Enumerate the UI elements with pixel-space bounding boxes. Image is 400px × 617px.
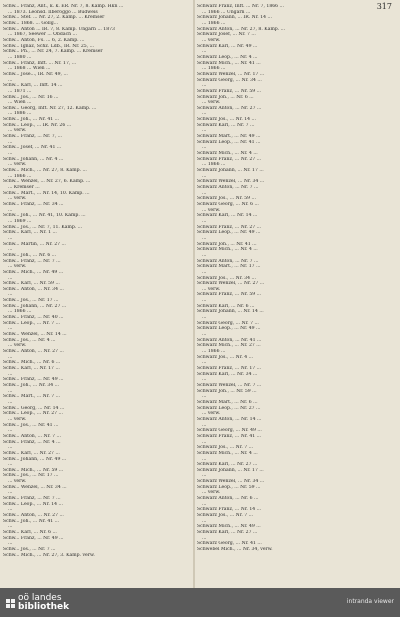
register-entry: Schw... Leop., ... Nr. 7 ... bbox=[3, 320, 60, 326]
register-entry: Schwarz Wenzel, ... Nr. 27 ... bbox=[197, 281, 265, 287]
register-entry: Schw... Karl, ... Nr. 59 ... bbox=[3, 281, 60, 287]
register-entry: Schwarz Franz, ... Nr. 27 ... bbox=[197, 156, 262, 162]
register-entry: Schwarz Mich., ... Nr. 27 ... bbox=[197, 343, 261, 349]
register-entry: Schwarz Karl, ... Nr. 34 ... bbox=[197, 371, 258, 377]
register-entry: ... bbox=[8, 275, 13, 281]
register-entry: Schw... Martin, ... Nr. 27 ... bbox=[3, 241, 66, 247]
register-entry: ... bbox=[202, 377, 207, 383]
register-entry: Schwarz Georg, ... Nr. 7 ... bbox=[197, 320, 259, 326]
register-entry: Schw... Franz, ... Nr. 34 ... bbox=[3, 201, 64, 207]
page-number: 317 bbox=[376, 2, 392, 11]
register-entry: Schwarz Anton, ... Nr. 14 ... bbox=[197, 416, 262, 422]
register-entry: ... bbox=[202, 145, 207, 151]
register-entry: Schwarz Karl, ... Nr. 14 ... bbox=[197, 213, 258, 219]
register-entry: Schwarz Leop., ... Nr. 49 ... bbox=[197, 230, 261, 236]
register-entry: ... 1866 ... bbox=[202, 349, 226, 355]
register-entry: ... 1871 ... bbox=[8, 88, 32, 94]
register-entry: Schwarz Franz, ... Nr. 17 ... bbox=[197, 366, 262, 371]
register-entry: Schwarz Josef, ... Nr. 7 ... bbox=[197, 32, 256, 38]
register-entry: ... bbox=[202, 190, 207, 196]
register-entry: Schw... Anton, ... Nr. 27 ... bbox=[3, 513, 64, 519]
register-entry: Schw... Johann, ... Nr. 49 ... bbox=[3, 456, 67, 462]
register-entry: Schwarz Mich., ... Nr. 41 ... bbox=[197, 60, 261, 66]
register-entry: Schwarz Wenzel, ... Nr. 7 ... bbox=[197, 382, 262, 388]
register-entry: ... verw. bbox=[8, 343, 27, 349]
register-entry: Schw... Karl, ... Nr. 1 ... bbox=[3, 230, 57, 236]
register-entry: ... bbox=[202, 218, 207, 224]
register-entry: Schw... Karl, ... Nr. 17 ... bbox=[3, 366, 60, 371]
register-entry: Schw... Wenzel, ... Nr. 27, 6. Kamp. ... bbox=[3, 179, 91, 185]
register-entry: Schw... Franz, ... Nr. 7 ... bbox=[3, 258, 61, 264]
register-entry: Schw... Leop., ... Nr. 27 ... bbox=[3, 411, 63, 417]
register-entry: Schwarz Johann, ... Nr. 17 ... bbox=[197, 168, 264, 174]
register-entry: Schw... Mich., ... Nr. 27, 3. Kamp. verw. bbox=[3, 552, 95, 558]
register-entry: Schw... Mich., ... Nr. 49 ... bbox=[3, 269, 64, 275]
register-entry: ... 1866 ... Ungarn ... bbox=[202, 9, 251, 15]
register-entry: Schw... Karl, ... Nr. 6 ... bbox=[3, 530, 57, 536]
register-entry: ... bbox=[8, 428, 13, 434]
register-entry: Schwarz Johann, ... Nr. 14 ... bbox=[197, 309, 264, 315]
register-entry: Schwarz Mart., ... Nr. 17 ... bbox=[197, 264, 261, 270]
register-entry: Schwarz Joh., ... Nr. 6 ... bbox=[197, 94, 254, 100]
register-entry: ... bbox=[8, 292, 13, 298]
register-entry: ... bbox=[202, 235, 207, 241]
register-entry: ... verw. bbox=[8, 162, 27, 168]
register-entry: Schw... Joh., ... Nr. 34 ... bbox=[3, 382, 60, 388]
register-entry: Schw... Mich., ... Nr. 59 ... bbox=[3, 467, 64, 473]
register-entry: ... verw. bbox=[8, 479, 27, 485]
register-entry: ... verw. bbox=[8, 128, 27, 134]
register-entry: Schw... Mart., ... Nr. 14, 10. Kamp. ... bbox=[3, 190, 90, 196]
register-entry: ... bbox=[8, 388, 13, 394]
register-entry: ... bbox=[202, 456, 207, 462]
register-entry: Schwarz Franz, ... Nr. 41 ... bbox=[197, 433, 262, 439]
register-entry: Schwarz Jos., ... Nr. 59 ... bbox=[197, 196, 256, 202]
logo-line2: bibliothek bbox=[18, 602, 70, 612]
register-entry: Schwarz Leop., ... Nr. 41 ... bbox=[197, 139, 261, 145]
register-entry: ... bbox=[8, 371, 13, 377]
register-entry: ... 1866 ... bbox=[202, 162, 226, 168]
logo-line1: oö landes bbox=[18, 593, 62, 603]
register-entry: Schwarz Karl, ... Nr. 27 ... bbox=[197, 462, 258, 468]
register-entry: ... bbox=[8, 326, 13, 332]
register-entry: Schw... Mart., ... Nr. 7 ... bbox=[3, 394, 61, 400]
register-entry: ... bbox=[8, 354, 13, 360]
register-entry: Schwarz Anton, ... Nr. 7 ... bbox=[197, 258, 259, 264]
register-entry: ... 1886 ... bbox=[8, 111, 32, 117]
register-entry: ... bbox=[202, 128, 207, 134]
register-entry: Schw... Franz, ... Nr. 7, ... bbox=[3, 134, 63, 140]
register-entry: Schw... Karl, ... Inft. 14 ... bbox=[3, 83, 63, 89]
register-entry: ... bbox=[202, 49, 207, 55]
register-entry: Schw... Franz, ... Nr. 49 ... bbox=[3, 535, 64, 541]
register-entry: ... Wien ... bbox=[8, 100, 32, 106]
register-entry: Schwarz Wenzel, ... Nr. 34 ... bbox=[197, 479, 265, 485]
register-entry: Schw... Anton, ... Nr. 34 ... bbox=[3, 286, 64, 292]
register-entry: Schwarz Franz, ... Nr. 59 ... bbox=[197, 88, 262, 94]
register-entry: ... bbox=[202, 111, 207, 117]
register-entry: Schw... 1868. ... Gollg... bbox=[3, 20, 59, 26]
register-entry: Schw... Ph., ... Nr. 24, 7. Kamp. ... Kremser bbox=[3, 49, 103, 55]
register-entry: ... verw. bbox=[202, 37, 221, 43]
register-entry: ... 1866 ... bbox=[8, 173, 32, 179]
register-entry: Schw... Joh., ... Nr. 41, 10. Kamp. ... bbox=[3, 213, 86, 219]
register-entry: Schwarz Anton, ... Nr. 7 ... bbox=[197, 185, 259, 190]
register-entry: ... verw. bbox=[202, 207, 221, 213]
register-entry: Schwarz Wenzel, ... Nr. 17 ... bbox=[197, 71, 265, 77]
register-entry: Schwarz Joh., ... Nr. 59 ... bbox=[197, 388, 257, 394]
register-entry: ... Kremser ... bbox=[8, 185, 40, 190]
register-entry: Schwarz Karl, ... Nr. 6 ... bbox=[197, 303, 255, 309]
register-entry: Schw... Franz, ... Nr. 7 ... bbox=[3, 496, 61, 502]
register-entry: Schwarz Franz, ... Nr. 59 ... bbox=[197, 292, 262, 298]
register-entry: ... bbox=[202, 332, 207, 338]
right-column bbox=[197, 4, 389, 553]
register-entry: Schwarz Wenzel, ... Nr. 34 ... bbox=[197, 179, 265, 185]
register-entry: Schwarz Joh., ... Nr. 41 ... bbox=[197, 241, 257, 247]
register-entry: ... bbox=[202, 360, 207, 366]
register-entry: Schwarz Anton, ... Nr. 41 ... bbox=[197, 337, 262, 343]
register-entry: Schw... Johann, ... Nr. 4 ... bbox=[3, 156, 64, 162]
library-logo-icon bbox=[6, 599, 15, 608]
register-entry: Schw... Wenzel, ... Nr. 14 ... bbox=[3, 332, 67, 338]
register-entry: Schwarz Johann, ... IR. Nr. 14 ... bbox=[197, 15, 272, 21]
page-gutter bbox=[193, 0, 195, 588]
register-entry: Schw... Jos., ... Nr. 7 ... bbox=[3, 547, 56, 552]
register-entry: Schwarz Franz, ... Nr. 14 ... bbox=[197, 507, 262, 513]
register-entry: Schw... Ignaz, Schz. Ldb., IR. Nr. 25, ... bbox=[3, 43, 95, 49]
register-entry: ... bbox=[202, 501, 207, 507]
viewer-label[interactable]: intranda viewer bbox=[346, 598, 394, 605]
register-entry: Schw... Anton, ... Nr. 27 ... bbox=[3, 349, 64, 355]
register-entry: ... bbox=[8, 139, 13, 145]
register-entry: Schw... Karl, ... Nr. 27 ... bbox=[3, 450, 60, 456]
register-entry: ... bbox=[202, 298, 207, 304]
register-entry: ... bbox=[202, 535, 207, 541]
register-entry: Schw... Franz, Inft. ... Nr. 17, ... bbox=[3, 60, 77, 66]
register-entry: Schw... Joh., ... Nr. 6 ... bbox=[3, 252, 57, 258]
register-entry: Schw... Johann, ... Nr. 27 ... bbox=[3, 303, 67, 309]
register-entry: ... bbox=[202, 518, 207, 524]
register-entry: ... bbox=[202, 252, 207, 258]
register-entry: Schw... Franz, ... Nr. 40 ... bbox=[3, 315, 64, 321]
register-entry: Schw... Leop., ... IR. Nr. 26 ... bbox=[3, 122, 72, 128]
register-entry: ... 1867, Seewer ... Obdach ... bbox=[8, 32, 77, 38]
register-entry: Schw... Joh., ... Nr. 41 ... bbox=[3, 117, 60, 123]
register-entry: ... bbox=[8, 399, 13, 405]
register-entry: Schwebel Mich., ... Nr. 34, verw. bbox=[197, 547, 273, 552]
register-entry: Schw... Anton ... IR. 7, 8. Kamp. Ungarn ... 1873 bbox=[3, 26, 115, 32]
register-entry: Schwarz Mich., ... Nr. 49 ... bbox=[197, 524, 261, 530]
register-entry: Schwarz Jos., ... Nr. 7 ... bbox=[197, 445, 254, 451]
register-entry: Schw... Jos., ... Nr. 16 ... bbox=[3, 94, 59, 100]
register-entry: ... verw. bbox=[202, 286, 221, 292]
register-entry: Schwarz Mich., ... Nr. 4 ... bbox=[197, 151, 258, 157]
register-entry: Schw... Jos., ... Nr. 4 ... bbox=[3, 337, 56, 343]
register-entry: Schwarz Franz, ... Nr. 27 ... bbox=[197, 224, 262, 230]
register-entry: ... bbox=[202, 83, 207, 89]
register-entry: ... bbox=[202, 473, 207, 479]
register-entry: Schw... Joh., ... Nr. 41 ... bbox=[3, 518, 60, 524]
register-entry: ... bbox=[8, 247, 13, 253]
register-entry: Schw... Leop., ... Nr. 14 ... bbox=[3, 501, 63, 507]
register-entry: ... 1866 ... bbox=[202, 66, 226, 72]
register-entry: Schw... Stef. ... Nr. 27, 2. Kamp. ... Kremser bbox=[3, 15, 105, 21]
register-entry: Schwarz Jos., ... Nr. 4 ... bbox=[197, 354, 254, 360]
register-entry: ... bbox=[8, 77, 13, 83]
register-entry: Schw... Wenzel, ... Nr. 34 ... bbox=[3, 484, 67, 490]
register-entry: Schw... Jos., ... Nr. 41 ... bbox=[3, 422, 59, 428]
register-entry: Schwarz Anton, ... Nr. 27, 8. Kamp. ... bbox=[197, 26, 286, 32]
register-entry: Schw... Jose..., IR. Nr. 49, ... bbox=[3, 71, 68, 77]
register-entry: ... bbox=[202, 394, 207, 400]
register-entry: Schwarz Mich., ... Nr. 4 ... bbox=[197, 450, 258, 456]
register-entry: ... verw. bbox=[8, 416, 27, 422]
register-entry: Schwarz Anton, ... Nr. 6 ... bbox=[197, 496, 259, 502]
register-entry: Schwarz Karl, ... Nr. 49 ... bbox=[197, 43, 258, 49]
register-entry: ... bbox=[202, 439, 207, 445]
register-entry: ... bbox=[8, 490, 13, 496]
register-entry: Schwarz Georg, ... Nr. 6 ... bbox=[197, 201, 259, 207]
register-entry: ... 1866 ... bbox=[8, 309, 32, 315]
register-entry: Schwarz Leop., ... Nr. 49 ... bbox=[197, 326, 261, 332]
register-entry: ... verw. bbox=[8, 196, 27, 202]
library-logo[interactable] bbox=[6, 590, 69, 616]
register-entry: ... bbox=[202, 422, 207, 428]
register-entry: Schwarz Anton, ... Nr. 27 ... bbox=[197, 105, 262, 111]
register-entry: ... bbox=[8, 207, 13, 213]
register-entry: ... verw. bbox=[8, 264, 27, 270]
register-entry: Schwarz Mich., ... Nr. 4 ... bbox=[197, 247, 258, 253]
register-entry: Schwarz Mart., ... Nr. 6 ... bbox=[197, 399, 258, 405]
register-entry: ... 1880 ... bbox=[8, 54, 32, 60]
register-entry: Schw... Jos., ... Nr. 17 ... bbox=[3, 298, 59, 304]
register-entry: ... verw. bbox=[202, 490, 221, 496]
register-entry: Schw... Jos., ... Nr. 17 ... bbox=[3, 473, 59, 479]
register-entry: ... 1873. Leonsd. Ilberoggo ... Budweis bbox=[8, 9, 98, 15]
register-entry: ... verw. bbox=[202, 100, 221, 106]
register-entry: Schwarz Georg, ... Nr. 41 ... bbox=[197, 541, 262, 547]
register-entry: ... bbox=[202, 315, 207, 321]
register-entry: ... bbox=[8, 235, 13, 241]
register-entry: Schw... Franz, ... Nr. 4 ... bbox=[3, 439, 61, 445]
register-entry: ... 1866 ... bbox=[202, 20, 226, 26]
register-entry: ... bbox=[8, 151, 13, 157]
register-entry: Schwarz Georg, ... Nr. 49 ... bbox=[197, 428, 262, 434]
register-entry: Schwarz Leop., ... Nr. 4 ... bbox=[197, 54, 258, 60]
register-entry: Schwarz Karl, ... Nr. 7 ... bbox=[197, 122, 255, 128]
register-entry: Schwarz Mart., ... Nr. 49 ... bbox=[197, 134, 261, 140]
register-entry: Schw... Mich., ... Nr. 6 ... bbox=[3, 360, 61, 366]
register-entry: Schwarz Franz, Inft. ... Nr. 7, 1866 ... bbox=[197, 4, 284, 9]
register-entry: Schw... Georg, ... Nr. 14 ... bbox=[3, 405, 65, 411]
register-entry: Schwarz Leop., ... Nr. 27 ... bbox=[197, 405, 261, 411]
register-entry: ... bbox=[8, 541, 13, 547]
register-entry: ... bbox=[8, 507, 13, 513]
register-entry: Schw... Georg, Inft. Nr. 27, 12. Kamp. ... bbox=[3, 105, 97, 111]
register-entry: Schw... Franz, ... Nr. 49 ... bbox=[3, 377, 64, 383]
register-entry: Schw... Anton, Fs. ... 6, 2. Kamp. ... bbox=[3, 37, 85, 43]
register-entry: Schw... Anton, ... Nr. 7 ... bbox=[3, 433, 61, 439]
register-entry: Schwarz Johann, ... Nr. 17 ... bbox=[197, 467, 264, 473]
register-entry: Schwarz Leop., ... Nr. 59 ... bbox=[197, 484, 261, 490]
register-entry: Schw... Mich., ... Nr. 27, 8. Kamp. ... bbox=[3, 168, 87, 174]
register-entry: ... bbox=[8, 445, 13, 451]
register-entry: ... 1868 ... Wien ... bbox=[8, 66, 51, 72]
left-column bbox=[3, 4, 189, 558]
register-entry: Schw... Jos., ... Nr. 7, 11. Kamp. ... bbox=[3, 224, 83, 230]
register-entry: ... bbox=[202, 173, 207, 179]
register-entry: Schwarz Karl, ... Nr. 27 ... bbox=[197, 530, 258, 536]
register-entry: Schwarz Jos., ... Nr. 7 ... bbox=[197, 513, 254, 519]
register-entry: Schw... Franz, Ant., k. k. ER. Nr. 7, 8. Kamp. Hkn ... bbox=[3, 4, 124, 9]
register-entry: Schwarz Jos., ... Nr. 34 ... bbox=[197, 275, 256, 281]
register-entry: Schwarz Jos., ... Nr. 14 ... bbox=[197, 117, 256, 123]
register-entry: ... bbox=[202, 269, 207, 275]
register-entry: Schw... Josef, ... Nr. 41 ... bbox=[3, 145, 62, 151]
register-entry: ... 1869 ... bbox=[8, 218, 32, 224]
register-entry: ... bbox=[8, 524, 13, 530]
register-entry: ... verw. bbox=[202, 411, 221, 417]
register-entry: ... bbox=[8, 462, 13, 468]
register-entry: Schwarz Georg, ... Nr. 34 ... bbox=[197, 77, 262, 83]
